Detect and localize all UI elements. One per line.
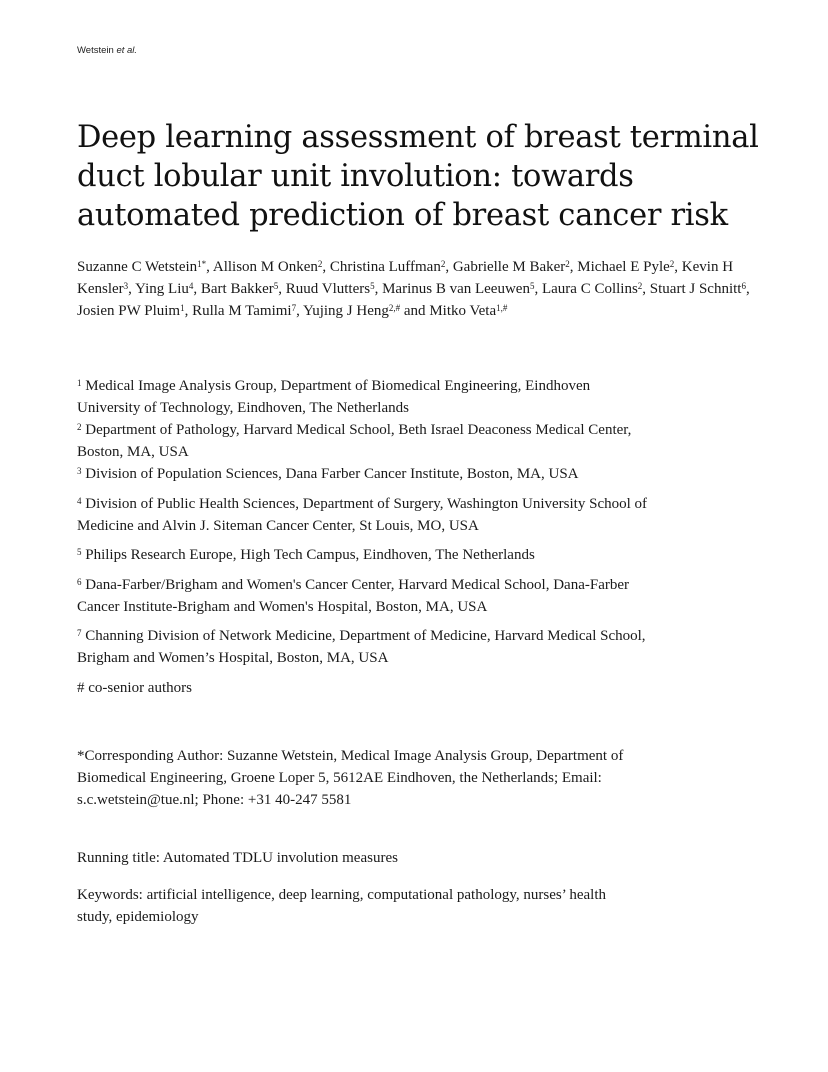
affiliation-7 — [77, 625, 757, 669]
corresponding-line: s.c.wetstein@tue.nl; Phone: +31 40-247 5581 — [77, 792, 352, 808]
keywords-line: study, epidemiology — [77, 909, 199, 925]
author-name: Kevin H Kensler — [77, 259, 734, 297]
author-separator: , — [534, 281, 542, 297]
author-name: Christina Luffman — [329, 259, 441, 275]
affiliation-5 — [77, 544, 757, 566]
corresponding-line: *Corresponding Author: Suzanne Wetstein, Medical Image Analysis Group, Department of — [77, 748, 624, 764]
author-separator: , — [374, 281, 383, 297]
author-affiliation-mark: 6 — [741, 281, 746, 291]
author-name: Ruud Vlutters — [285, 281, 371, 297]
affiliation-number: 1 — [77, 378, 82, 388]
affiliation-number: 4 — [77, 496, 82, 506]
author-affiliation-mark: 5 — [273, 281, 279, 291]
running-title: Running title: Automated TDLU involution measures — [77, 850, 398, 866]
keywords — [77, 884, 757, 928]
author-name: Rulla M Tamimi — [192, 303, 292, 319]
keywords-line: Keywords: artificial intelligence, deep learning, computational pathology, nurses’ health — [77, 887, 606, 903]
affiliation-3 — [77, 463, 757, 485]
author-separator: , — [569, 259, 578, 275]
author-affiliation-mark: 7 — [291, 303, 297, 313]
author-affiliation-mark: 5 — [370, 281, 375, 291]
affiliation-number: 3 — [77, 466, 82, 476]
affiliation-number: 7 — [77, 628, 82, 638]
author-name: Josien PW Pluim — [77, 303, 181, 319]
author-separator: and — [400, 303, 430, 319]
author-affiliation-mark: 2 — [317, 259, 323, 269]
author-name: Gabrielle M Baker — [452, 259, 566, 275]
author-name: Michael E Pyle — [577, 259, 670, 275]
affiliation-text: Cancer Institute-Brigham and Women's Hospital, Boston, MA, USA — [77, 599, 488, 615]
author-affiliation-mark: 2 — [669, 259, 675, 269]
header-author: Wetstein — [77, 45, 114, 56]
author-separator: , — [278, 281, 286, 297]
author-affiliation-mark: 2,# — [388, 303, 401, 313]
header-etal: et al. — [116, 45, 138, 56]
author-affiliation-mark: 2 — [440, 259, 446, 269]
author-name: Stuart J Schnitt — [649, 281, 742, 297]
affiliation-4 — [77, 493, 757, 537]
affiliation-text: Channing Division of Network Medicine, Department of Medicine, Harvard Medical School, — [85, 628, 646, 644]
affiliation-6 — [77, 574, 757, 618]
corresponding-line: Biomedical Engineering, Groene Loper 5, 5612AE Eindhoven, the Netherlands; Email: — [77, 770, 602, 786]
affiliation-text: Dana-Farber/Brigham and Women's Cancer Center, Harvard Medical School, Dana-Farber — [85, 577, 630, 593]
author-name: Ying Liu — [135, 281, 189, 297]
affiliation-text: Boston, MA, USA — [77, 444, 189, 460]
affiliation-text: Medical Image Analysis Group, Department of Biomedical Engineering, Eindhoven — [85, 378, 591, 394]
running-header — [77, 45, 137, 56]
author-name: Marinus B van Leeuwen — [382, 281, 530, 297]
title-line: Deep learning assessment of breast terminal — [77, 120, 759, 155]
affiliation-number: 2 — [77, 422, 82, 432]
affiliation-text: Philips Research Europe, High Tech Campus, Eindhoven, The Netherlands — [85, 547, 535, 563]
author-list — [77, 256, 757, 322]
affiliation-1 — [77, 375, 757, 419]
affiliation-text: University of Technology, Eindhoven, The Netherlands — [77, 400, 409, 416]
author-name: Mitko Veta — [429, 303, 497, 319]
author-name: Allison M Onken — [212, 259, 318, 275]
affiliation-text: Department of Pathology, Harvard Medical School, Beth Israel Deaconess Medical Center, — [85, 422, 632, 438]
affiliation-number: 6 — [77, 577, 82, 587]
author-separator: , — [322, 259, 330, 275]
affiliation-text: Medicine and Alvin J. Siteman Cancer Center, St Louis, MO, USA — [77, 518, 479, 534]
affiliation-text: Division of Population Sciences, Dana Farber Cancer Institute, Boston, MA, USA — [85, 466, 579, 482]
author-affiliation-mark: 1 — [180, 303, 185, 313]
author-separator: , — [184, 303, 193, 319]
author-separator: , — [642, 281, 650, 297]
author-separator: , — [745, 281, 750, 297]
author-separator: , — [296, 303, 304, 319]
paper-title — [77, 118, 777, 235]
corresponding-author — [77, 745, 757, 811]
author-affiliation-mark: 2 — [565, 259, 570, 269]
author-name: Suzanne C Wetstein — [77, 259, 198, 275]
author-affiliation-mark: 5 — [529, 281, 535, 291]
affiliation-text: Brigham and Women’s Hospital, Boston, MA, USA — [77, 650, 389, 666]
author-affiliation-mark: 2 — [637, 281, 643, 291]
co-senior-note: # co-senior authors — [77, 680, 192, 696]
author-separator: , — [445, 259, 453, 275]
affiliation-2 — [77, 419, 757, 463]
affiliation-text: Division of Public Health Sciences, Department of Surgery, Washington University School of — [85, 496, 648, 512]
author-separator: , — [674, 259, 682, 275]
author-affiliation-mark: 4 — [188, 281, 194, 291]
author-separator: , — [206, 259, 213, 275]
title-line: duct lobular unit involution: towards — [77, 159, 634, 194]
author-name: Bart Bakker — [200, 281, 274, 297]
title-line: automated prediction of breast cancer risk — [77, 198, 728, 233]
author-affiliation-mark: 1* — [197, 259, 207, 269]
author-separator: , — [193, 281, 201, 297]
author-affiliation-mark: 3 — [123, 281, 129, 291]
author-separator: , — [128, 281, 136, 297]
author-affiliation-mark: 1,# — [496, 303, 508, 313]
author-name: Laura C Collins — [541, 281, 638, 297]
affiliation-number: 5 — [77, 547, 82, 557]
author-name: Yujing J Heng — [303, 303, 389, 319]
